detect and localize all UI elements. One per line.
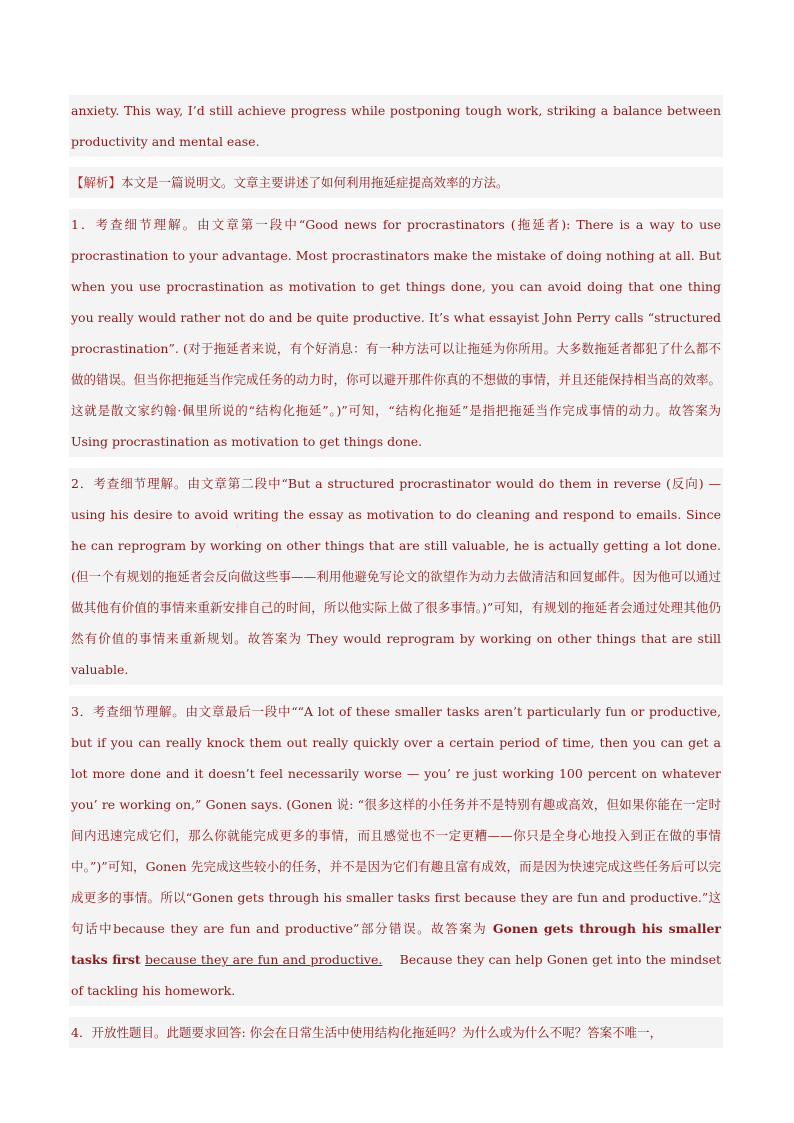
paragraph-analysis-intro — [69, 167, 723, 198]
analysis-tag: 【解析】 — [71, 175, 122, 190]
paragraph-answer-4: 4．开放性题目。此题要求回答: 你会在日常生活中使用结构化拖延吗？为什么或为什么不呢？答案不唯一， — [69, 1017, 723, 1048]
answer-3-text: 3．考查细节理解。由文章最后一段中““A lot of these smaller tasks aren’t particularly fun or productive, but if you can really knock them out really quickly over a certain period of time, then you can get a lot more done and it doesn’t feel necessarily worse — you’ re just working 100 percent on whatever you’ re working on,” Gonen says. (Gonen 说: “很多这样的小任务并不是特别有趣或高效，但如果你能在一定时间内迅速完成它们，那么你就能完成更多的事情，而且感觉也不一定更糟——你只是全身心地投入到正在做的事情中。”)”可知，Gonen 先完成这些较小的任务，并不是因为它们有趣且富有成效，而是因为快速完成这些任务后可以完成更多的事情。所以“Gonen gets through his smaller tasks first because they are fun and productive.”这句话中because they are fun and productive”部分错误。故答案为 — [71, 704, 721, 936]
paragraph-answer-1: 1．考查细节理解。由文章第一段中“Good news for procrastinators (拖延者): There is a way to use procrastination to your advantage. Most procrastinators make the mistake of doing nothing at all. But when you use procrastination as motivation to get things done, you can avoid doing that one thing you really would rather not do and be quite productive. It’s what essayist John Perry calls “structured procrastination”. (对于拖延者来说，有个好消息：有一种方法可以让拖延为你所用。大多数拖延者都犯了什么都不做的错误。但当你把拖延当作完成任务的动力时，你可以避开那件你真的不想做的事情，并且还能保持相当高的效率。这就是散文家约翰·佩里所说的“结构化拖延”。)”可知，“结构化拖延”是指把拖延当作完成事情的动力。故答案为 Using procrastination as motivation to get things done. — [69, 209, 723, 457]
paragraph-answer-2: 2．考查细节理解。由文章第二段中“But a structured procrastinator would do them in reverse (反向) — using his desire to avoid writing the essay as motivation to do cleaning and respond to emails. Since he can reprogram by working on other things that are still valuable, he is actually getting a lot done. (但一个有规划的拖延者会反向做这些事——利用他避免写论文的欲望作为动力去做清洁和回复邮件。因为他可以通过做其他有价值的事情来重新安排自己的时间，所以他实际上做了很多事情。)”可知，有规划的拖延者会通过处理其他仍然有价值的事情来重新规划。故答案为 They would reprogram by working on other things that are still valuable. — [69, 468, 723, 685]
analysis-intro-text: 本文是一篇说明文。文章主要讲述了如何利用拖延症提高效率的方法。 — [121, 175, 509, 190]
document-body — [69, 95, 723, 1059]
answer-3-tail: Because they can help Gonen get into the mindset of tackling his homework. — [71, 952, 721, 998]
answer-3-underline: because they are fun and productive. — [144, 952, 383, 967]
paragraph-continuation: anxiety. This way, I’d still achieve progress while postponing tough work, striking a balance between productivity and mental ease. — [69, 95, 723, 157]
answer-3-bold: Gonen gets through his smaller tasks first — [71, 921, 721, 967]
paragraph-answer-3 — [69, 696, 723, 1006]
